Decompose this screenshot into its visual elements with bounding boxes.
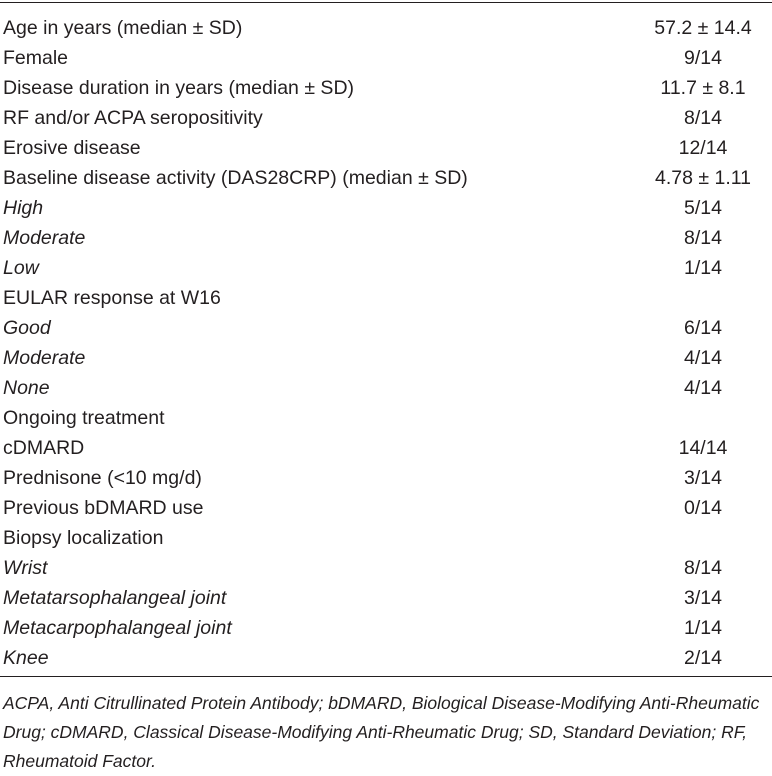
table-row (0, 73, 772, 103)
row-value: 3/14 (684, 467, 722, 489)
table-row (0, 103, 772, 133)
row-label: RF and/or ACPA seropositivity (3, 107, 263, 129)
table-section-row (0, 283, 772, 313)
row-value: 11.7 ± 8.1 (660, 77, 746, 99)
table-row (0, 343, 772, 373)
row-label: High (3, 197, 44, 219)
table-row (0, 133, 772, 163)
row-label: Metatarsophalangeal joint (3, 587, 227, 609)
table-row (0, 193, 772, 223)
row-value: 4.78 ± 1.11 (655, 167, 751, 189)
table-bottom-rule (0, 676, 772, 677)
table-footnote: ACPA, Anti Citrullinated Protein Antibody; bDMARD, Biological Disease-Modifying Anti-Rheumatic Drug; cDMARD, Classical Disease-Modifying Anti-Rheumatic Drug; SD, Standard Deviation; RF, Rheumatoid Factor. (3, 693, 760, 771)
row-label: Low (3, 257, 39, 279)
row-label: Baseline disease activity (DAS28CRP) (median ± SD) (3, 167, 468, 189)
row-value: 4/14 (684, 377, 722, 399)
table-row (0, 43, 772, 73)
section-label: Ongoing treatment (3, 407, 165, 429)
row-label: Metacarpophalangeal joint (3, 617, 232, 639)
row-value: 9/14 (684, 47, 722, 69)
table-row (0, 253, 772, 283)
table-row (0, 643, 772, 673)
row-label: cDMARD (3, 437, 85, 459)
table-section-row (0, 523, 772, 553)
row-label: Age in years (median ± SD) (3, 17, 243, 39)
row-value: 12/14 (678, 137, 728, 159)
table-row (0, 163, 772, 193)
table-row (0, 433, 772, 463)
table-row (0, 613, 772, 643)
row-label: Prednisone (<10 mg/d) (3, 467, 202, 489)
row-label: Erosive disease (3, 137, 141, 159)
section-label: EULAR response at W16 (3, 287, 221, 309)
row-value: 0/14 (684, 497, 722, 519)
row-value: 57.2 ± 14.4 (654, 17, 752, 39)
table-row (0, 373, 772, 403)
table-row (0, 463, 772, 493)
row-label: None (3, 377, 50, 399)
table-section-row (0, 403, 772, 433)
row-label: Wrist (3, 557, 48, 579)
row-value: 1/14 (684, 257, 722, 279)
section-label: Biopsy localization (3, 527, 164, 549)
row-label: Knee (3, 647, 49, 669)
row-label: Previous bDMARD use (3, 497, 204, 519)
row-value: 4/14 (684, 347, 722, 369)
row-label: Disease duration in years (median ± SD) (3, 77, 355, 99)
table-row (0, 553, 772, 583)
row-value: 8/14 (684, 107, 722, 129)
table-row (0, 223, 772, 253)
row-label: Female (3, 47, 69, 69)
row-label: Moderate (3, 227, 86, 249)
row-value: 1/14 (684, 617, 722, 639)
row-value: 8/14 (684, 227, 722, 249)
row-label: Moderate (3, 347, 86, 369)
row-value: 8/14 (684, 557, 722, 579)
table-row (0, 313, 772, 343)
row-value: 14/14 (678, 437, 728, 459)
table-body (0, 13, 772, 673)
table-row (0, 493, 772, 523)
table-row (0, 583, 772, 613)
row-value: 3/14 (684, 587, 722, 609)
row-value: 2/14 (684, 647, 722, 669)
row-label: Good (3, 317, 51, 339)
table-top-rule (0, 2, 772, 3)
row-value: 6/14 (684, 317, 722, 339)
row-value: 5/14 (684, 197, 722, 219)
table-row (0, 13, 772, 43)
